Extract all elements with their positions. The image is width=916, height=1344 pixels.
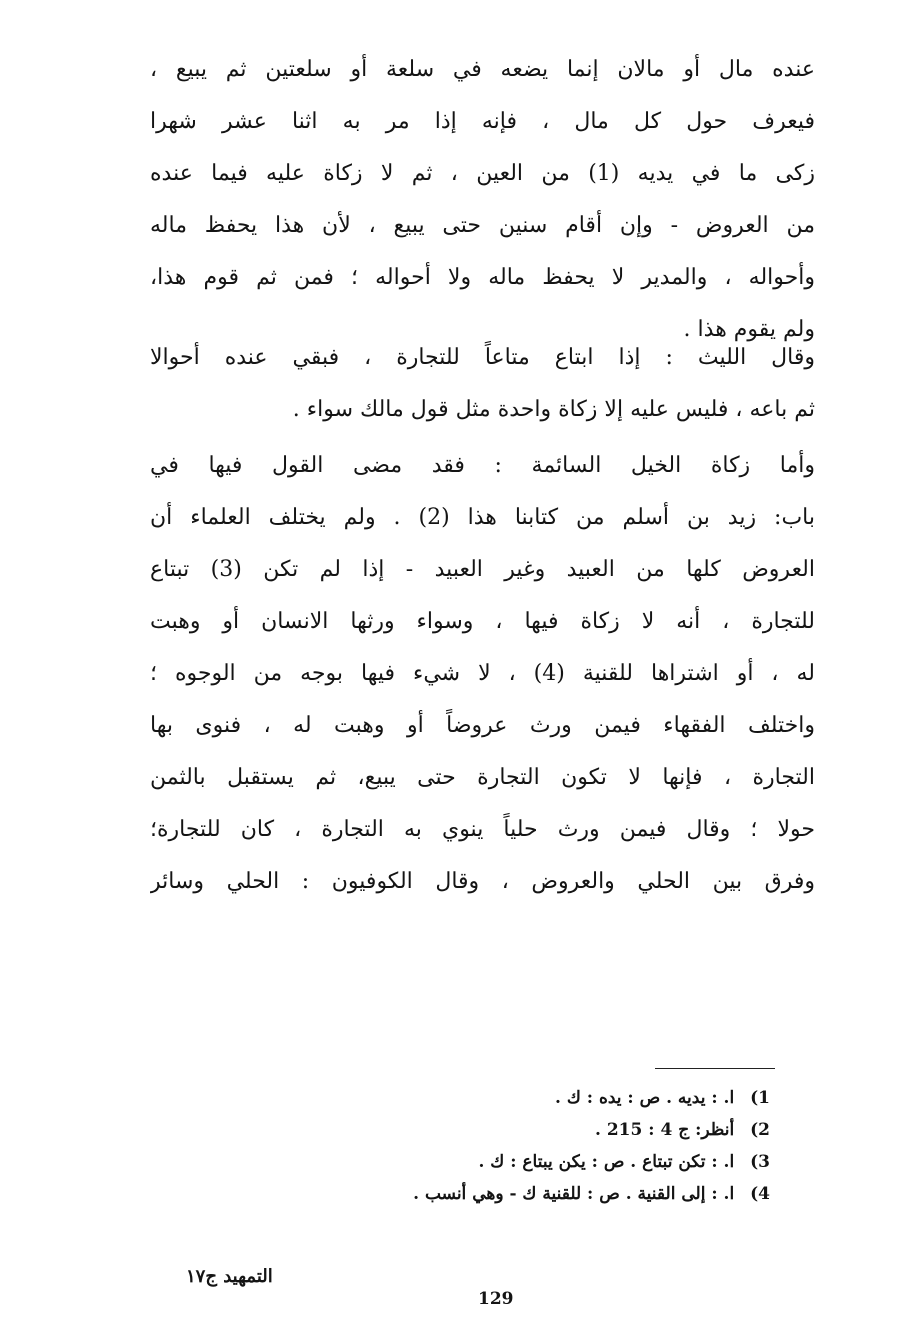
footnote-text: أنظر: ج 4 : 215 . bbox=[595, 1120, 735, 1140]
footnote-separator bbox=[655, 1068, 775, 1069]
footnote-number: 3) bbox=[750, 1152, 770, 1172]
text-line: من العروض - وإن أقام سنين حتى يبيع ، لأن هذا يحفظ ماله bbox=[150, 213, 815, 238]
paragraph-3 bbox=[150, 440, 815, 908]
footnote-3 bbox=[300, 1146, 770, 1178]
text-line: واختلف الفقهاء فيمن ورث عروضاً أو وهبت له ، فنوى بها bbox=[150, 713, 815, 738]
text-line: فيعرف حول كل مال ، فإنه إذا مر به اثنا عشر شهرا bbox=[150, 109, 815, 134]
footnotes bbox=[300, 1082, 770, 1210]
text-line: وفرق بين الحلي والعروض ، وقال الكوفيون : الحلي وسائر bbox=[150, 869, 815, 894]
text-line: ولم يقوم هذا . bbox=[683, 317, 815, 342]
paragraph-2 bbox=[150, 332, 815, 436]
text-line: له ، أو اشتراها للقنية (4) ، لا شيء فيها بوجه من الوجوه ؛ bbox=[150, 661, 815, 686]
text-line: عنده مال أو مالان إنما يضعه في سلعة أو سلعتين ثم يبيع ، bbox=[150, 57, 815, 82]
footnote-text: ا. : يديه . ص : يده : ك . bbox=[554, 1088, 735, 1108]
footnote-4 bbox=[300, 1178, 770, 1210]
text-line: التجارة ، فإنها لا تكون التجارة حتى يبيع، ثم يستقبل بالثمن bbox=[150, 765, 815, 790]
signature-mark: التمهيد ج١٧ bbox=[186, 1266, 273, 1287]
text-line: وقال الليث : إذا ابتاع متاعاً للتجارة ، فبقي عنده أحوالا bbox=[150, 345, 815, 370]
page-number: 129 bbox=[478, 1289, 514, 1309]
footnote-number: 2) bbox=[750, 1120, 770, 1140]
text-line: للتجارة ، أنه لا زكاة فيها ، وسواء ورثها الانسان أو وهبت bbox=[150, 609, 815, 634]
text-line: باب: زيد بن أسلم من كتابنا هذا (2) . ولم يختلف العلماء أن bbox=[150, 505, 815, 530]
text-line: وأما زكاة الخيل السائمة : فقد مضى القول فيها في bbox=[150, 453, 815, 478]
footnote-2 bbox=[300, 1114, 770, 1146]
footnote-number: 1) bbox=[750, 1088, 770, 1108]
text-line: زكى ما في يديه (1) من العين ، ثم لا زكاة عليه فيما عنده bbox=[150, 161, 815, 186]
paragraph-1 bbox=[150, 44, 815, 356]
text-line: وأحواله ، والمدير لا يحفظ ماله ولا أحواله ؛ فمن ثم قوم هذا، bbox=[150, 265, 815, 290]
footnote-1 bbox=[300, 1082, 770, 1114]
text-line: حولا ؛ وقال فيمن ورث حلياً ينوي به التجارة ، كان للتجارة؛ bbox=[150, 817, 815, 842]
text-line: ثم باعه ، فليس عليه إلا زكاة واحدة مثل قول مالك سواء . bbox=[292, 397, 815, 422]
text-line: العروض كلها من العبيد وغير العبيد - إذا لم تكن (3) تبتاع bbox=[150, 557, 815, 582]
footnote-text: ا. : إلى القنية . ص : للقنية ك - وهي أنسب . bbox=[413, 1184, 735, 1204]
footnote-text: ا. : تكن تبتاع . ص : يكن يبتاع : ك . bbox=[478, 1152, 735, 1172]
footnote-number: 4) bbox=[750, 1184, 770, 1204]
